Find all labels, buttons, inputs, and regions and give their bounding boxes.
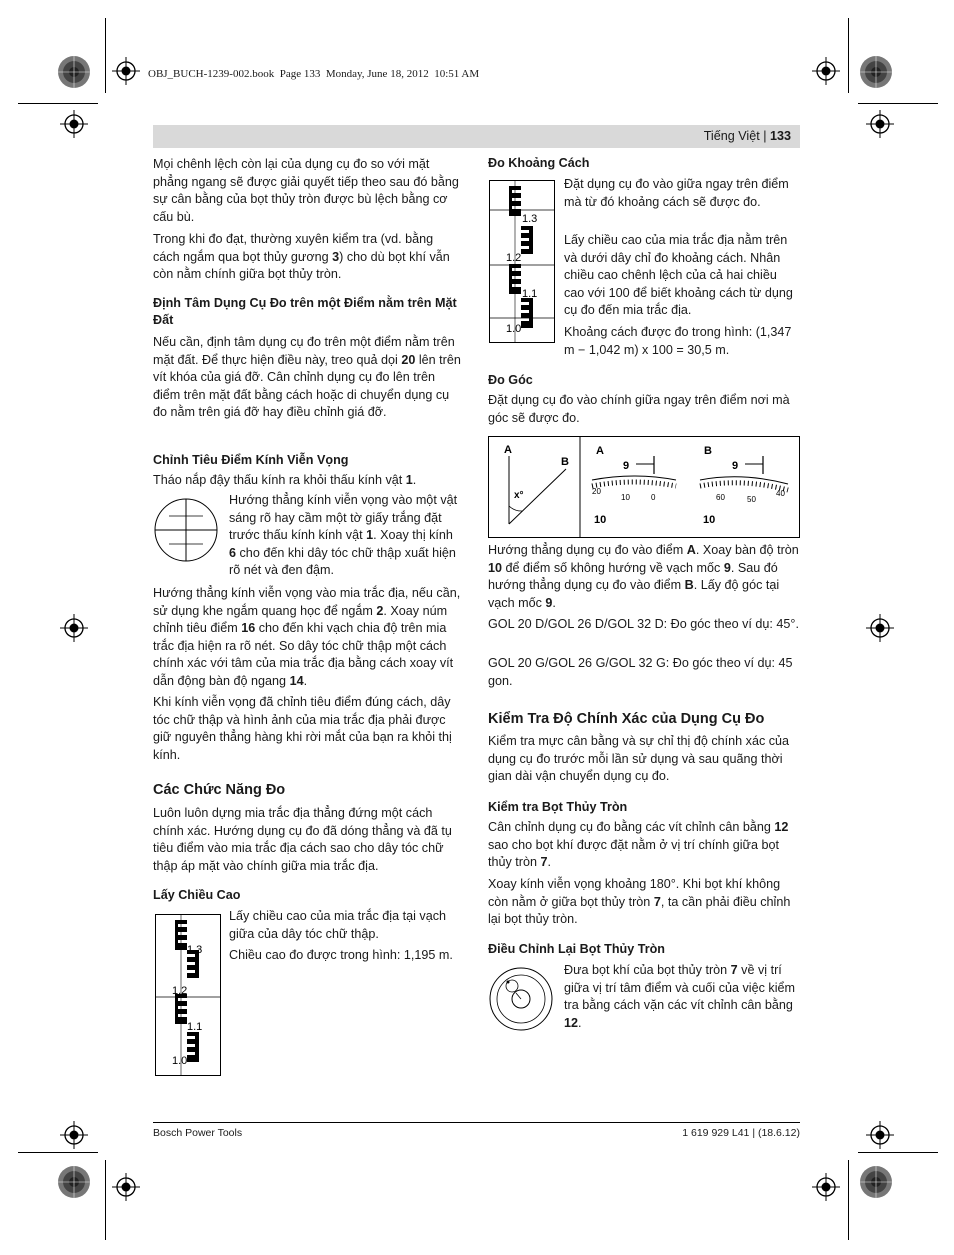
scale-label: 20 xyxy=(592,487,601,496)
scale-label: 10 xyxy=(621,493,630,502)
registration-mark-icon xyxy=(812,1173,840,1201)
crop-line xyxy=(848,18,849,93)
language-label: Tiếng Việt xyxy=(703,129,760,143)
paragraph: Lấy chiều cao của mia trắc địa tại vạch giữa của dây tóc chữ thập. xyxy=(229,909,447,941)
registration-mark-icon xyxy=(60,614,88,642)
header-separator: | xyxy=(763,129,767,143)
scale-label: 50 xyxy=(747,495,756,504)
marker-label: 10 xyxy=(703,514,716,526)
color-target-icon xyxy=(859,55,893,89)
crop-line xyxy=(105,1160,106,1240)
circular-level-figure xyxy=(488,966,554,1032)
paragraph: Chiều cao đo được trong hình: 1,195 m. xyxy=(229,948,453,962)
registration-mark-icon xyxy=(60,1121,88,1149)
section-heading: Các Chức Năng Đo xyxy=(153,782,286,798)
paragraph: Hướng thẳng dụng cụ đo vào điểm A. Xoay bàn độ tròn 10 để điểm số không hướng về vạch mốc 9. Sau đó hướng thẳng dụng cụ đo vào điểm B. Lấy độ góc tại vạch mốc 9. xyxy=(488,543,799,610)
section-heading: Điều Chỉnh Lại Bọt Thủy Tròn xyxy=(488,942,666,956)
staff-label: 1.3 xyxy=(522,213,538,225)
section-heading: Lấy Chiều Cao xyxy=(153,888,241,902)
registration-mark-icon xyxy=(60,110,88,138)
marker-label: 10 xyxy=(594,514,607,526)
registration-mark-icon xyxy=(866,1121,894,1149)
page-header-text xyxy=(153,129,791,143)
section-heading: Đo Góc xyxy=(488,373,533,387)
paragraph: Trong khi đo đạt, thường xuyên kiểm tra (vd. bằng cách ngắm qua bọt thủy gương 3) cho dù bọt khí vẫn còn nằm chính giữa bọt thủy tròn. xyxy=(153,232,450,282)
leveling-staff-figure xyxy=(155,914,221,1076)
section-heading: Kiểm tra Bọt Thủy Tròn xyxy=(488,800,628,814)
crop-line xyxy=(18,1152,98,1153)
footer-brand: Bosch Power Tools xyxy=(153,1127,243,1139)
footer-doc-number: 1 619 929 L41 | (18.6.12) xyxy=(682,1127,800,1139)
scale-label: 0 xyxy=(651,493,656,502)
paragraph: Khoảng cách được đo trong hình: (1,347 m − 1,042 m) x 100 = 30,5 m. xyxy=(564,325,792,357)
paragraph: Luôn luôn dựng mia trắc địa thẳng đứng một cách chính xác. Hướng dụng cụ đo đã dóng thẳng và đã tụ tiêu điểm vào mia trắc địa cách sao cho dây tóc chữ thập áp mặt vào chính giữa mia trắc địa. xyxy=(153,806,452,873)
section-heading: Kiểm Tra Độ Chính Xác của Dụng Cụ Đo xyxy=(488,711,765,727)
footer-rule xyxy=(153,1122,800,1123)
crop-line xyxy=(858,103,938,104)
paragraph: Lấy chiều cao của mia trắc địa nằm trên và dưới dây chỉ đo khoảng cách. Nhân chiều cao chênh lệch của cả hai chiều cao với 100 để biết khoảng cách từ dụng cụ đo đến mia trắc địa. xyxy=(564,233,793,318)
crosshair-reticle-figure xyxy=(152,496,220,564)
crop-line xyxy=(858,1152,938,1153)
point-label: B xyxy=(561,456,569,468)
staff-label: 1.2 xyxy=(506,252,522,264)
angle-label: x° xyxy=(514,490,524,501)
crop-line xyxy=(105,18,106,93)
registration-mark-icon xyxy=(866,614,894,642)
paragraph: GOL 20 D/GOL 26 D/GOL 32 D: Đo góc theo ví dụ: 45°. xyxy=(488,617,799,631)
section-heading: Định Tâm Dụng Cụ Đo trên một Điểm nằm trên Mặt Đất xyxy=(153,296,457,327)
marker-label: 9 xyxy=(732,460,739,472)
paragraph: Nếu cần, định tâm dụng cụ đo trên một điểm nằm trên mặt đất. Để thực hiện điều này, treo quả dọi 20 lên trên vít khóa của giá đỡ. Cân chỉnh dụng cụ đo lên trên điểm trên mặt đất bằng cách hoặc di chuyển dụng cụ đo nằm trên giá đỡ hay điều chỉnh giá đỡ. xyxy=(153,335,461,420)
registration-mark-icon xyxy=(812,57,840,85)
paragraph: Kiểm tra mực cân bằng và sự chỉ thị độ chính xác của dụng cụ đo trước mỗi lần sử dụng và sau quãng thời gian dài vận chuyển dụng cụ đo. xyxy=(488,734,790,784)
registration-mark-icon xyxy=(112,57,140,85)
paragraph: Đặt dụng cụ đo vào giữa ngay trên điểm mà từ đó khoảng cách sẽ được đo. xyxy=(564,177,789,209)
paragraph: Đặt dụng cụ đo vào chính giữa ngay trên điểm nơi mà góc sẽ được đo. xyxy=(488,393,790,425)
staff-label: 1.0 xyxy=(172,1055,188,1067)
staff-label: 1.3 xyxy=(187,944,203,956)
angle-measurement-figure xyxy=(488,436,800,538)
staff-label: 1.0 xyxy=(506,323,522,335)
point-label: B xyxy=(704,445,712,457)
paragraph: Tháo nắp đậy thấu kính ra khỏi thấu kính vật 1. xyxy=(153,473,417,487)
crop-line xyxy=(18,103,98,104)
print-info: OBJ_BUCH-1239-002.book Page 133 Monday, June 18, 2012 10:51 AM xyxy=(148,68,480,80)
paragraph: Xoay kính viễn vọng khoảng 180°. Khi bọt khí không còn nằm ở giữa bọt thủy tròn 7, ta cần phải điều chỉnh lại bọt thủy tròn. xyxy=(488,877,791,927)
paragraph: Cân chỉnh dụng cụ đo bằng các vít chỉnh cân bằng 12 sao cho bọt khí được đặt nằm ở vị trí chính giữa bọt thủy tròn 7. xyxy=(488,820,789,870)
point-label: A xyxy=(596,445,604,457)
section-heading: Đo Khoảng Cách xyxy=(488,156,590,170)
paragraph: Khi kính viễn vọng đã chỉnh tiêu điểm đúng cách, dây tóc chữ thập và hình ảnh của mia trắc địa phải được giữ nguyên thẳng hàng khi rời mắt của bạn ra khỏi thị kính. xyxy=(153,695,452,762)
registration-mark-icon xyxy=(866,110,894,138)
staff-label: 1.1 xyxy=(522,288,538,300)
paragraph: Mọi chênh lệch còn lại của dụng cụ đo so với mặt phẳng ngang sẽ được giải quyết tiếp theo sau đó bằng sự cân bằng của bọt thủy tròn được bù lệch bằng cơ cấu bù. xyxy=(153,157,459,224)
scale-label: 60 xyxy=(716,493,725,502)
paragraph: GOL 20 G/GOL 26 G/GOL 32 G: Đo góc theo ví dụ: 45 gon. xyxy=(488,656,793,688)
paragraph: Đưa bọt khí của bọt thủy tròn 7 về vị trí giữa vị trí tâm điểm và cuối của việc kiểm tra bằng cách vặn các vít chỉnh cân bằng 12. xyxy=(564,963,795,1030)
color-target-icon xyxy=(57,55,91,89)
staff-label: 1.1 xyxy=(187,1021,203,1033)
paragraph: Hướng thẳng kính viễn vọng vào một vật sáng rõ hay cầm một tờ giấy trắng đặt trước thấu kính kính vật 1. Xoay thị kính 6 cho đến khi dây tóc chữ thập xuất hiện rõ nét và đen đậm. xyxy=(229,493,458,578)
staff-label: 1.2 xyxy=(172,985,188,997)
crop-line xyxy=(848,1160,849,1240)
leveling-staff-figure xyxy=(489,180,555,343)
marker-label: 9 xyxy=(623,460,630,472)
point-label: A xyxy=(504,444,512,456)
registration-mark-icon xyxy=(112,1173,140,1201)
color-target-icon xyxy=(859,1165,893,1199)
color-target-icon xyxy=(57,1165,91,1199)
section-heading: Chỉnh Tiêu Điểm Kính Viễn Vọng xyxy=(153,453,349,467)
scale-label: 40 xyxy=(776,489,785,498)
paragraph: Hướng thẳng kính viễn vọng vào mia trắc địa, nếu cần, sử dụng khe ngắm quang học để ngắm 2. Xoay núm chỉnh tiêu điểm 16 cho đến khi vạch chia độ trên mia trắc địa hiện ra rõ nét. So dây tóc chữ thập một cách chính xác với tâm của mia trắc địa bằng cách xoay vít dẫn động bàn độ ngang 14. xyxy=(153,586,461,688)
page-number: 133 xyxy=(769,129,791,143)
